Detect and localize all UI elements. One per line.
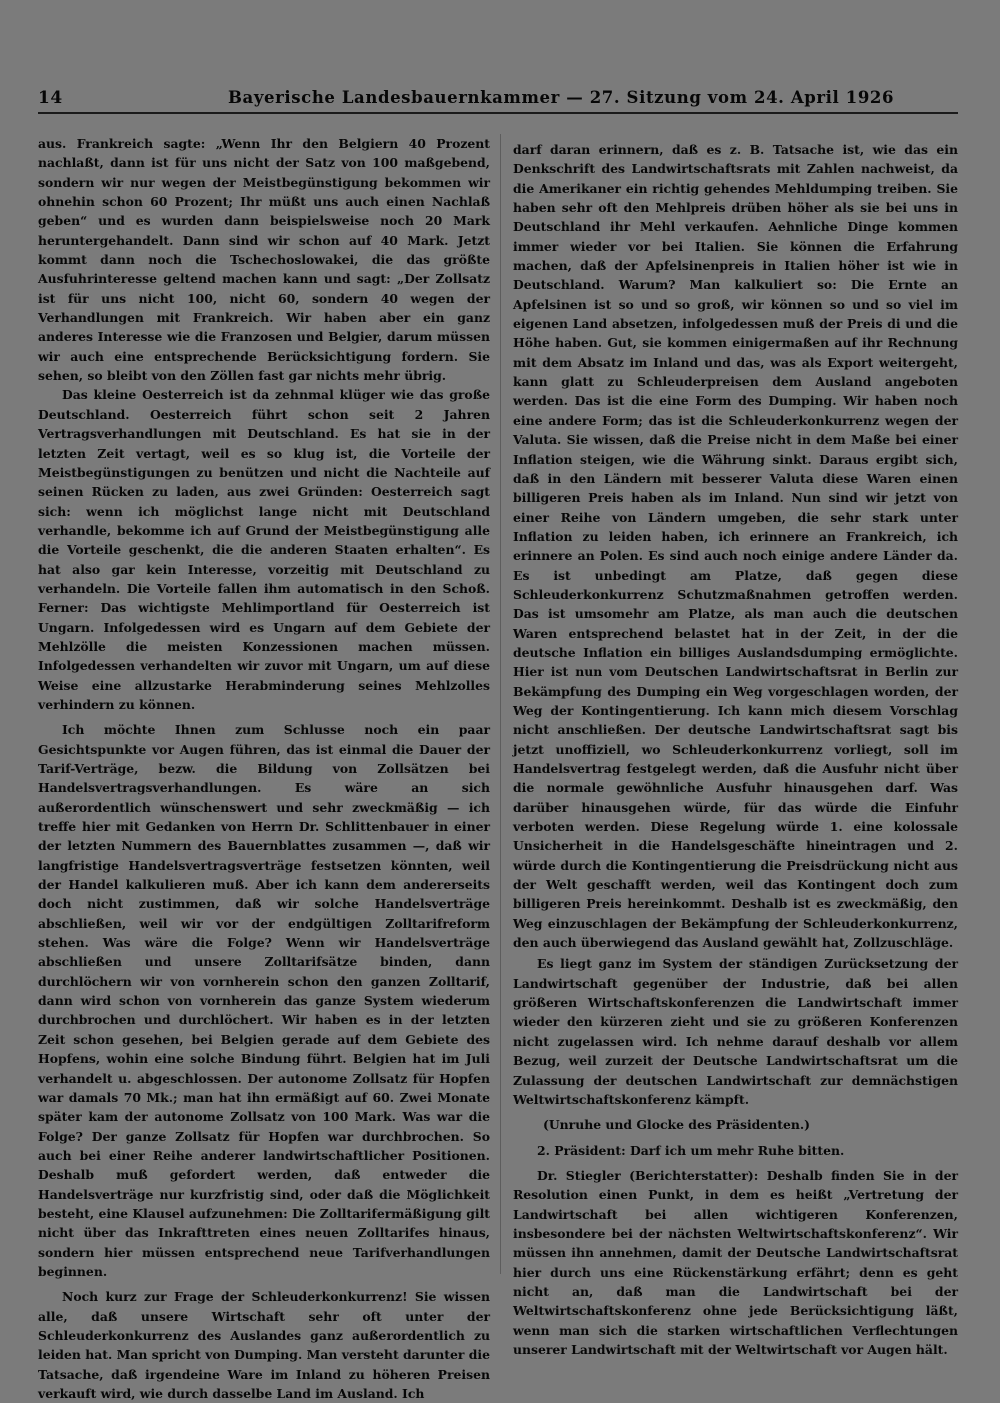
running-title: Bayerische Landesbauernkammer — 27. Sitzung vom 24. April 1926 — [228, 88, 895, 107]
page-number: 14 — [38, 88, 63, 108]
paragraph: Ich möchte Ihnen zum Schlusse noch ein paar Gesichtspunkte vor Augen führen, das ist einmal die Dauer der Tarif-Verträge, bezw. die Bildung von Zollsätzen bei Handelsvertragsverhandlungen. Es wäre an sich außerordentlich wünschenswert und sehr zweckmäßig — ich treffe hier mit Gedanken von Herrn Dr. Schlittenbauer in einer der letzten Nummern des Bauernblattes zusammen —, daß wir langfristige Handelsvertragsverträge festsetzen könnten, weil der Handel kalkulieren muß. Aber ich kann dem andererseits doch nicht zustimmen, daß wir solche Handelsverträge abschließen, weil wir vor der endgültigen Zolltarifreform stehen. Was wäre die Folge? Wenn wir Handelsverträge abschließen und unsere Zolltarifsätze binden, dann durchlöchern wir von vornherein schon den ganzen Zolltarif, dann wird schon von vornherein das ganze System wiederum durchbrochen und durchlöchert. Wir haben es in der letzten Zeit schon gesehen, bei Belgien gerade auf dem Gebiete des Hopfens, wohin eine solche Bindung führt. Belgien hat im Juli verhandelt u. abgeschlossen. Der autonome Zollsatz für Hopfen war damals 70 Mk.; man hat ihn ermäßigt auf 60. Zwei Monate später kam der autonome Zollsatz von 100 Mark. Was war die Folge? Der ganze Zollsatz für Hopfen war durchbrochen. So auch bei einer Reihe anderer landwirtschaftlicher Positionen. Deshalb muß gefordert werden, daß entweder die Handelsverträge nur kurzfristig sind, oder daß die Möglichkeit besteht, eine Klausel aufzunehmen: Die Zolltarifermäßigung gilt nicht über das Inkrafttreten eines neuen Zolltarifes hinaus, sondern hier müssen entsprechend neue Tarifverhandlungen beginnen. — [38, 722, 490, 1279]
column-divider — [500, 134, 501, 1274]
page-header — [38, 88, 958, 112]
stage-direction: (Unruhe und Glocke des Präsidenten.) — [543, 1117, 811, 1133]
left-column — [38, 134, 490, 1403]
right-column — [513, 140, 958, 1359]
paragraph: Es liegt ganz im System der ständigen Zurücksetzung der Landwirtschaft gegenüber der Industrie, daß bei allen größeren Wirtschaftskonferenzen die Landwirtschaft immer wieder den kürzeren zieht und sie zu größeren Konferenzen nicht zugelassen wird. Ich nehme darauf deshalb vor allem Bezug, weil zurzeit der Deutsche Landwirtschaftsrat um die Zulassung der deutschen Landwirtschaft zur demnächstigen Weltwirtschaftskonferenz kämpft. — [513, 956, 958, 1107]
speaker-line: 2. Präsident: Darf ich um mehr Ruhe bitten. — [537, 1142, 845, 1158]
paragraph: Noch kurz zur Frage der Schleuderkonkurrenz! Sie wissen alle, daß unsere Wirtschaft sehr oft unter der Schleuderkonkurrenz des Auslandes ganz außerordentlich zu leiden hat. Man spricht von Dumping. Man versteht darunter die Tatsache, daß irgendeine Ware im Inland zu höheren Preisen verkauft wird, wie durch dasselbe Land im Ausland. Ich — [38, 1289, 490, 1401]
paragraph: aus. Frankreich sagte: „Wenn Ihr den Belgiern 40 Prozent nachlaßt, dann ist für uns nicht der Satz von 100 maßgebend, sondern wir nur wegen der Meistbegünstigung bekommen wir ohnehin schon 60 Prozent; Ihr müßt uns auch einen Nachlaß geben“ und es wurden dann beispielsweise noch 20 Mark heruntergehandelt. Dann sind wir schon auf 40 Mark. Jetzt kommt dann noch die Tschechoslowakei, die das größte Ausfuhrinteresse geltend machen kann und sagt: „Der Zollsatz ist für uns nicht 100, nicht 60, sondern 40 wegen der Verhandlungen mit Frankreich. Wir haben aber ein ganz anderes Interesse wie die Franzosen und Belgier, darum müssen wir auch eine entsprechende Berücksichtigung fordern. Sie sehen, so bleibt von den Zöllen fast gar nichts mehr übrig. — [38, 136, 490, 384]
paragraph: Das kleine Oesterreich ist da zehnmal klüger wie das große Deutschland. Oesterreich führt schon seit 2 Jahren Vertragsverhandlungen mit Deutschland. Es hat sie in der letzten Zeit vertagt, weil es so klug ist, die Vorteile der Meistbegünstigungen zu benützen und nicht die Nachteile auf seinen Rücken zu laden, aus zwei Gründen: Oesterreich sagt sich: wenn ich möglichst lange nicht mit Deutschland verhandle, bekomme ich auf Grund der Meistbegünstigung alle die Vorteile geschenkt, die die anderen Staaten erhalten“. Es hat also gar kein Interesse, vorzeitig mit Deutschland zu verhandeln. Die Vorteile fallen ihm automatisch in den Schoß. Ferner: Das wichtigste Mehlimportland für Oesterreich ist Ungarn. Infolgedessen wird es Ungarn auf dem Gebiete der Mehlzölle die meisten Konzessionen machen müssen. Infolgedessen verhandelten wir zuvor mit Ungarn, um auf diese Weise eine allzustarke Herabminderung seines Mehlzolles verhindern zu können. — [38, 387, 490, 712]
paragraph: darf daran erinnern, daß es z. B. Tatsache ist, wie das ein Denkschrift des Landwirtschaftsrats mit Zahlen nachweist, da die Amerikaner ein richtig gehendes Mehldumping treiben. Sie haben sehr oft den Mehlpreis drüben höher als sie bei uns in Deutschland ihr Mehl verkaufen. Aehnliche Dinge kommen immer wieder vor bei Italien. Sie können die Erfahrung machen, daß der Apfelsinenpreis in Italien höher ist wie in Deutschland. Warum? Man kalkuliert so: Die Ernte an Apfelsinen ist so und so groß, wir können so und so viel im eigenen Land absetzen, infolgedessen muß der Preis di und die Höhe haben. Gut, sie kommen einigermaßen auf ihr Rechnung mit dem Absatz im Inland und das, was als Export weitergeht, kann glatt zu Schleuderpreisen dem Ausland angeboten werden. Das ist die eine Form des Dumping. Wir haben noch eine andere Form; das ist die Schleuderkonkurrenz wegen der Valuta. Sie wissen, daß die Preise nicht in dem Maße bei einer Inflation steigen, wie die Währung sinkt. Daraus ergibt sich, daß in den Ländern mit besserer Valuta diese Waren einen billigeren Preis haben als im Inland. Nun sind wir jetzt von einer Reihe von Ländern umgeben, die sehr stark unter Inflation zu leiden haben, ich erinnere an Frankreich, ich erinnere an Polen. Es sind auch noch einige andere Länder da. Es ist unbedingt am Platze, daß gegen diese Schleuderkonkurrenz Schutzmaßnahmen getroffen werden. Das ist umsomehr am Platze, als man auch die deutschen Waren entsprechend belastet hat in der Zeit, in der die deutsche Inflation ein billiges Auslandsdumping ermöglichte. Hier ist nun vom Deutschen Landwirtschaftsrat in Berlin zur Bekämpfung des Dumping ein Weg vorgeschlagen worden, der Weg der Kontingentierung. Ich kann mich diesem Vorschlag nicht anschließen. Der deutsche Landwirtschaftsrat sagt bis jetzt unoffiziell, wo Schleuderkonkurrenz vorliegt, soll im Handelsvertrag festgelegt werden, daß die Ausfuhr nicht über die normale gewöhnliche Ausfuhr hinausgehen darf. Was darüber hinausgehen würde, für das würde die Einfuhr verboten werden. Diese Regelung würde 1. eine kolossale Unsicherheit in die Handelsgeschäfte hineintragen und 2. würde durch die Kontingentierung die Preisdrückung nicht aus der Welt geschafft werden, weil das Kontingent doch zum billigeren Preis hereinkommt. Deshalb ist es zweckmäßig, den Weg einzuschlagen der Bekämpfung der Schleuderkonkurrenz, den auch überwiegend das Ausland gewählt hat, Zollzuschläge. — [513, 142, 958, 951]
header-rule — [38, 112, 958, 114]
paragraph: Dr. Stiegler (Berichterstatter): Deshalb finden Sie in der Resolution einen Punkt, in dem es heißt „Vertretung der Landwirtschaft bei allen wichtigeren Konferenzen, insbesondere bei der nächsten Weltwirtschaftskonferenz“. Wir müssen ihn annehmen, damit der Deutsche Landwirtschaftsrat hier durch uns eine Rückenstärkung erfährt; denn es geht nicht an, daß man die Landwirtschaft bei der Weltwirtschaftskonferenz ohne jede Berücksichtigung läßt, wenn man sich die starken wirtschaftlichen Verflechtungen unserer Landwirtschaft mit der Weltwirtschaft vor Augen hält. — [513, 1167, 958, 1357]
